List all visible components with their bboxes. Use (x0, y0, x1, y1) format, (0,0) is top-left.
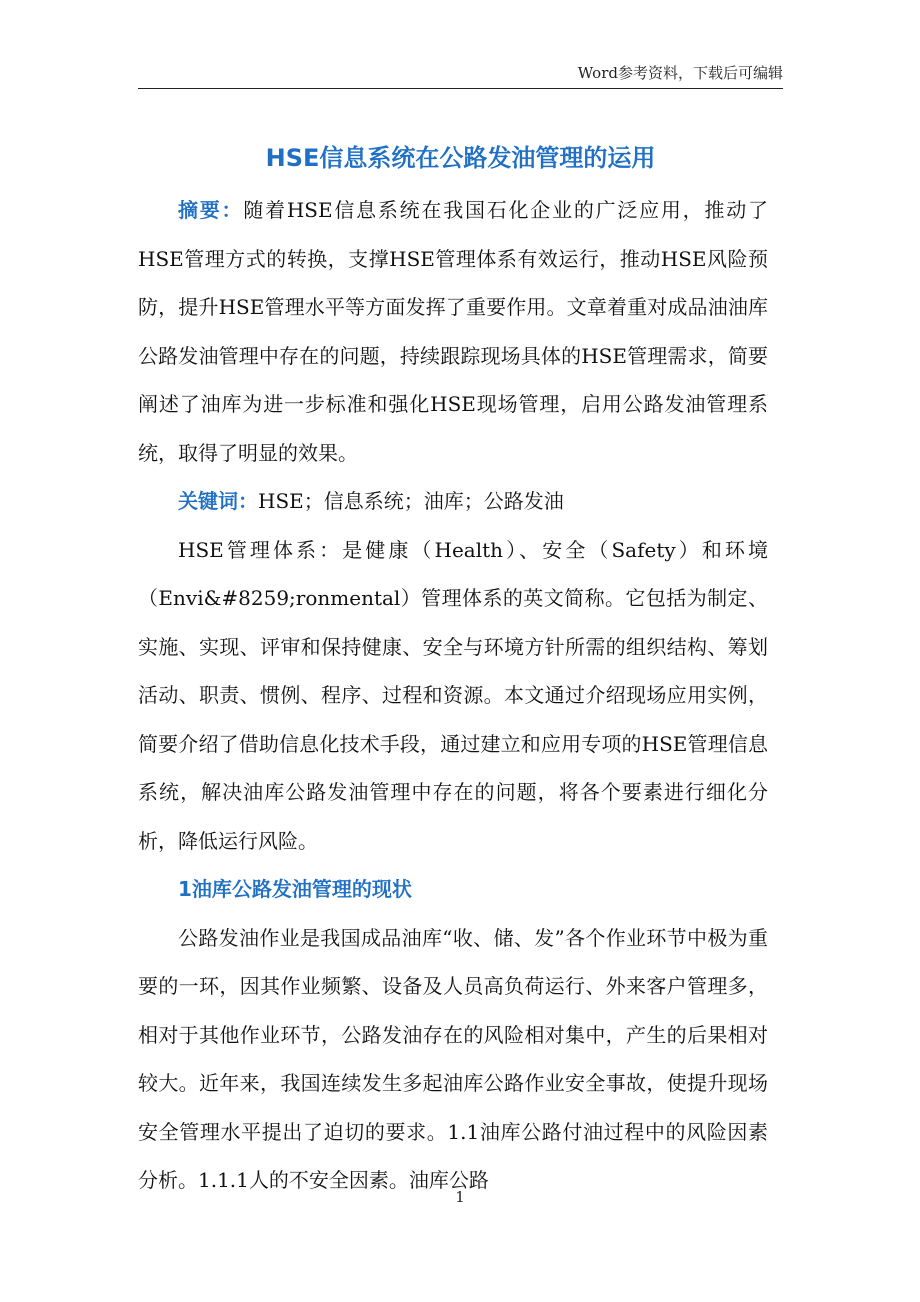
document-body (138, 186, 768, 1205)
section-1-paragraph: 公路发油作业是我国成品油库“收、储、发”各个作业环节中极为重要的一环，因其作业频繁、设备及人员高负荷运行、外来客户管理多，相对于其他作业环节，公路发油存在的风险相对集中，产生的后果相对较大。近年来，我国连续发生多起油库公路作业安全事故，使提升现场安全管理水平提出了迫切的要求。1.1油库公路付油过程中的风险因素分析。1.1.1人的不安全因素。油库公路 (138, 925, 768, 1192)
header-divider (138, 88, 783, 89)
keywords-label: 关键词： (178, 489, 258, 513)
abstract-text: 随着HSE信息系统在我国石化企业的广泛应用，推动了HSE管理方式的转换，支撑HSE管理体系有效运行，推动HSE风险预防，提升HSE管理水平等方面发挥了重要作用。文章着重对成品油油库公路发油管理中存在的问题，持续跟踪现场具体的HSE管理需求，简要阐述了油库为进一步标准和强化HSE现场管理，启用公路发油管理系统，取得了明显的效果。 (138, 198, 768, 465)
abstract-label: 摘要： (178, 198, 244, 222)
section-1-heading: 1油库公路发油管理的现状 (178, 877, 412, 901)
intro-paragraph: HSE管理体系：是健康（Health）、安全（Safety）和环境（Envi&#8259;ronmental）管理体系的英文简称。它包括为制定、实施、实现、评审和保持健康、安全与环境方针所需的组织结构、筹划活动、职责、惯例、程序、过程和资源。本文通过介绍现场应用实例，简要介绍了借助信息化技术手段，通过建立和应用专项的HSE管理信息系统，解决油库公路发油管理中存在的问题，将各个要素进行细化分析，降低运行风险。 (138, 537, 768, 853)
abstract-paragraph (138, 186, 768, 477)
keywords-text: HSE；信息系统；油库；公路发油 (258, 489, 564, 513)
keywords-paragraph (138, 477, 768, 526)
document-title: HSE信息系统在公路发油管理的运用 (265, 144, 656, 172)
page-number: 1 (455, 1188, 465, 1206)
page-header: Word参考资料，下载后可编辑 (577, 64, 783, 82)
section-heading (138, 865, 768, 914)
